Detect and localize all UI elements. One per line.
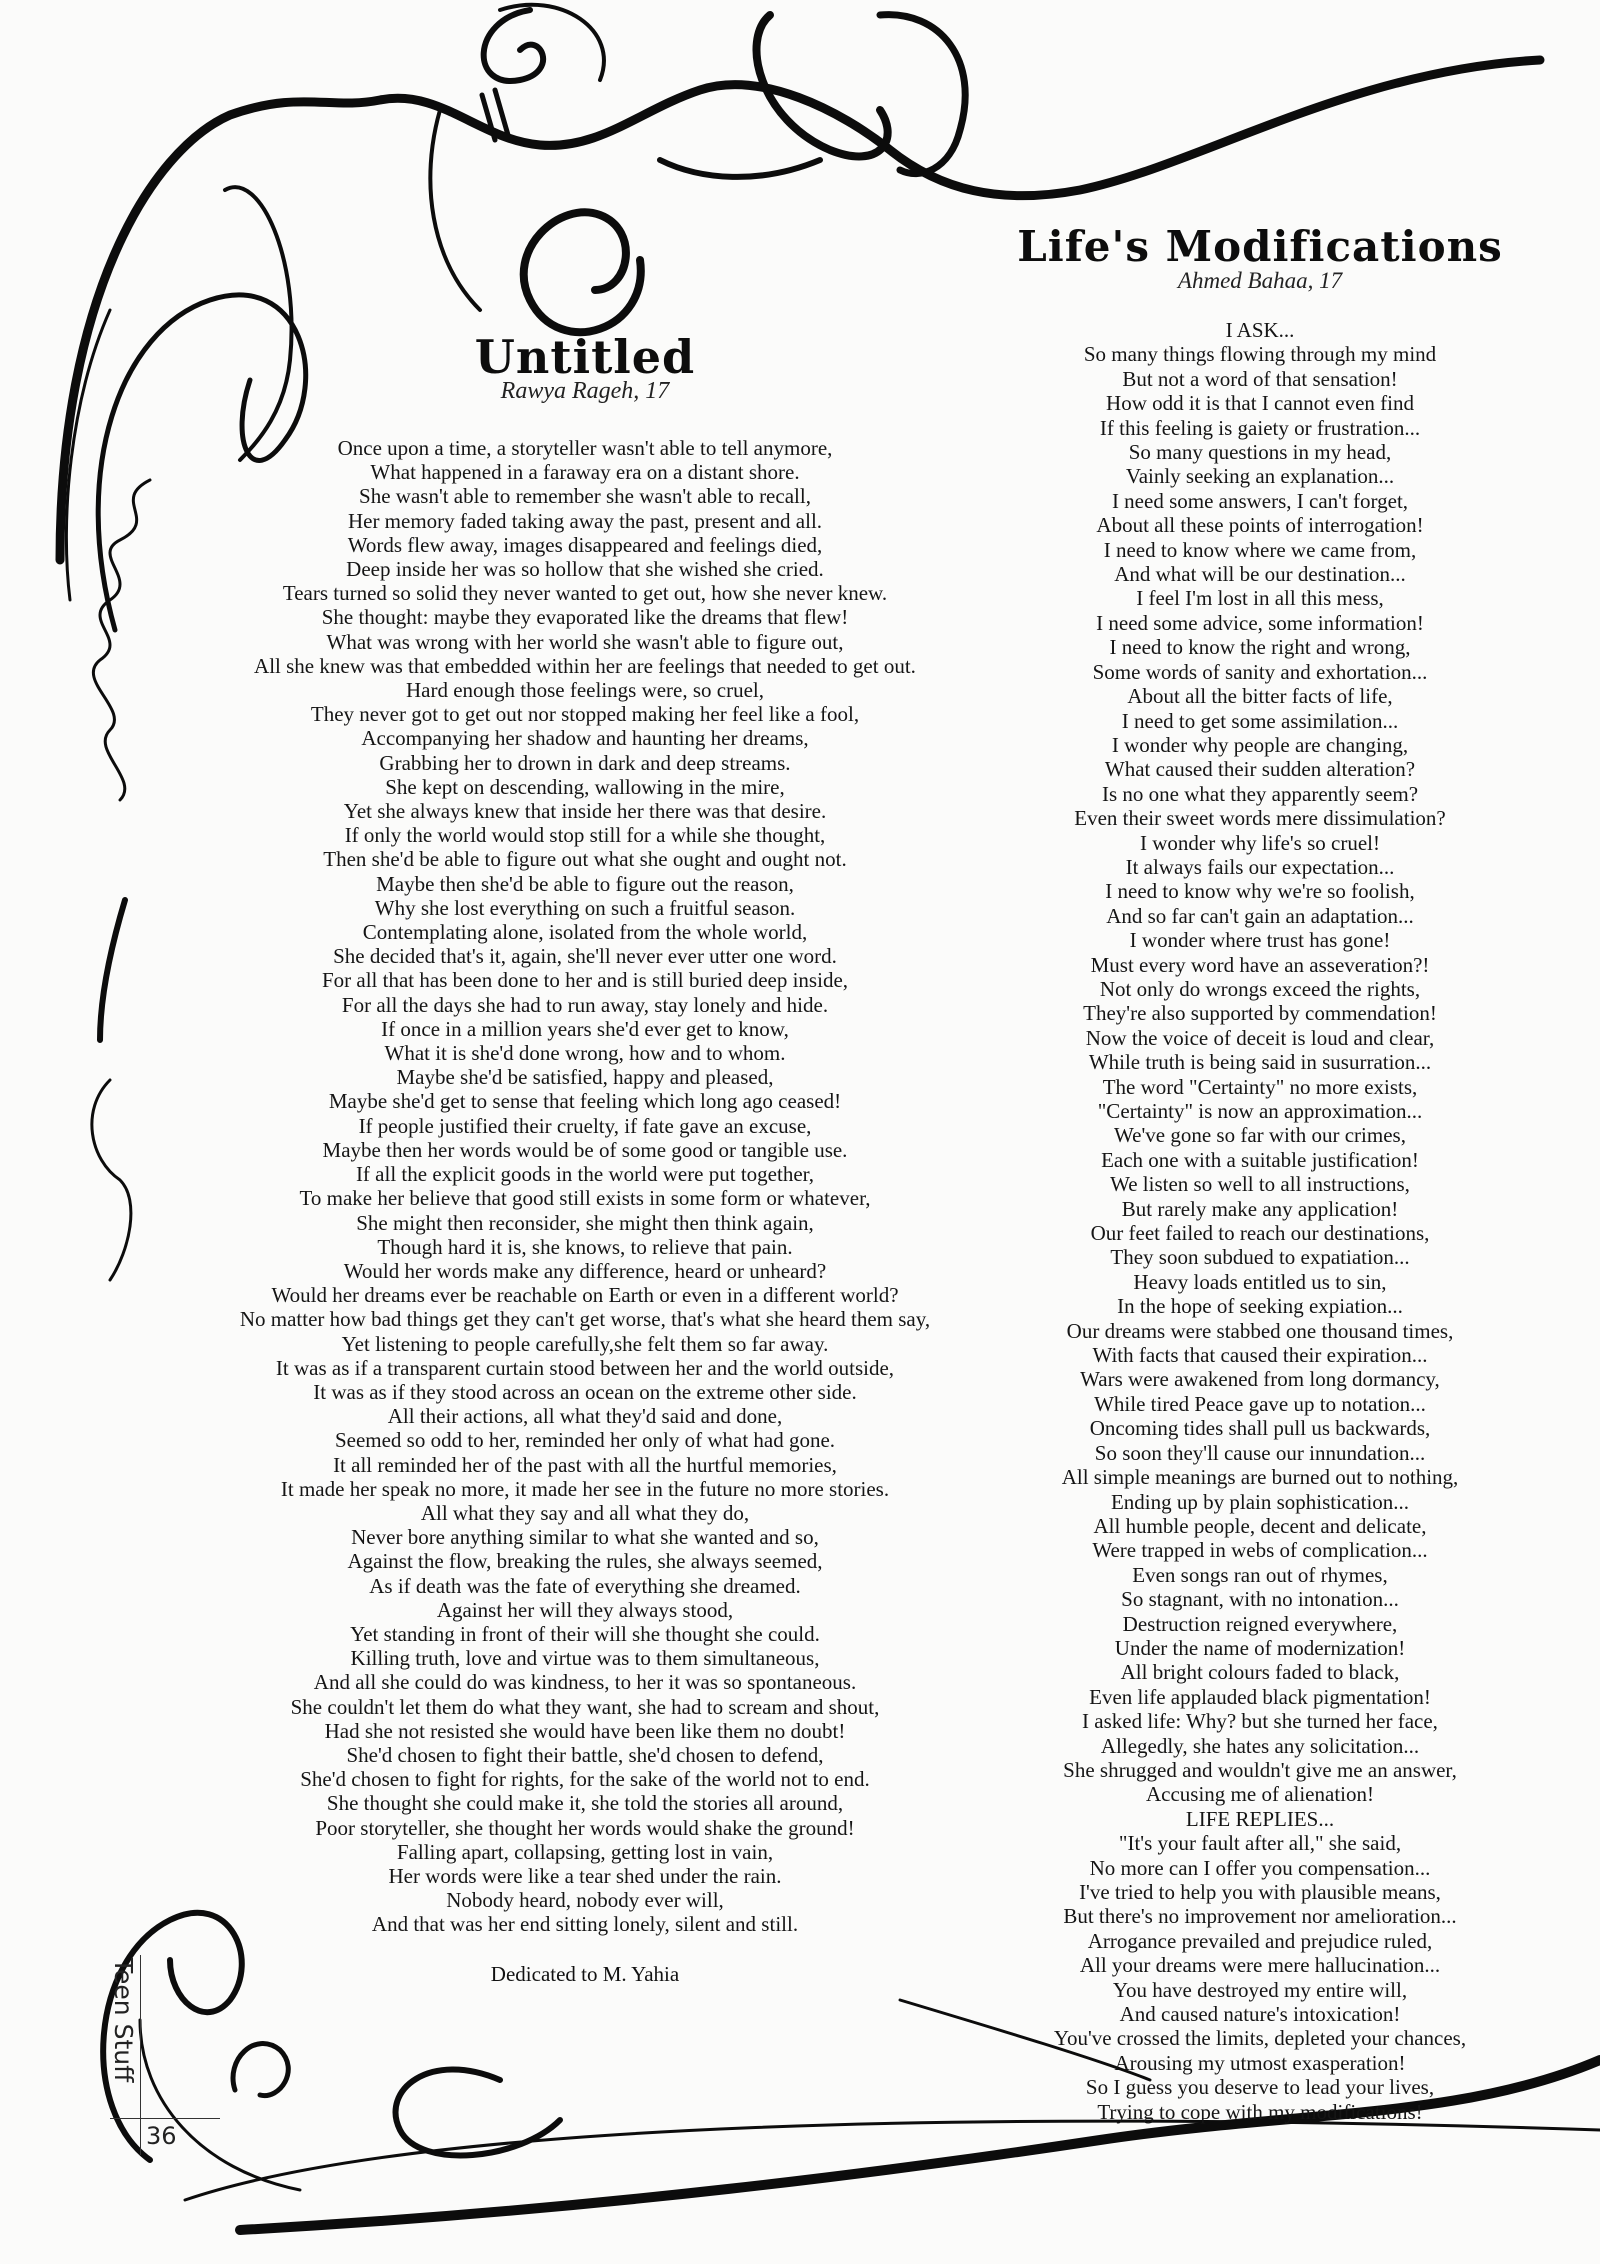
poem-line: All she knew was that embedded within her are feelings that needed to get out. <box>254 653 916 678</box>
poem-line: No matter how bad things get they can't get worse, that's what she heard them say, <box>239 1307 931 1332</box>
poem-author-right: Ahmed Bahaa, 17 <box>1177 268 1343 293</box>
poem-line: About all the bitter facts of life, <box>1127 684 1393 709</box>
poem-line: I've tried to help you with plausible means, <box>1079 1880 1441 1904</box>
poem-line: Must every word have an asseveration?! <box>1090 952 1430 977</box>
poem-line: Against the flow, breaking the rules, she always seemed, <box>347 1549 823 1574</box>
poem-line: I feel I'm lost in all this mess, <box>1136 586 1384 611</box>
poem-line: So I guess you deserve to lead your lives, <box>1085 2075 1435 2100</box>
poem-line: The word "Certainty" no more exists, <box>1102 1074 1418 1099</box>
poem-line: I need some advice, some information! <box>1096 610 1424 635</box>
poem-line: She couldn't let them do what they want, she had to scream and shout, <box>290 1694 880 1719</box>
poem-line: Killing truth, love and virtue was to them simultaneous, <box>350 1646 820 1671</box>
poem-line: And all she could do was kindness, to her it was so spontaneous. <box>313 1670 857 1695</box>
poem-line: We listen so well to all instructions, <box>1110 1172 1410 1197</box>
poem-line: Wars were awakened from long dormancy, <box>1080 1367 1440 1392</box>
poem-line: What happened in a faraway era on a distant shore. <box>370 460 800 485</box>
poem-line: I wonder why people are changing, <box>1111 732 1409 757</box>
poem-line: No more can I offer you compensation... <box>1089 1855 1431 1880</box>
poem-line: For all the days she had to run away, stay lonely and hide. <box>341 992 829 1017</box>
poem-line: They soon subdued to expatiation... <box>1110 1245 1410 1270</box>
poem-line: Falling apart, collapsing, getting lost in vain, <box>396 1839 774 1864</box>
poem-line: Though hard it is, she knows, to relieve that pain. <box>377 1234 793 1259</box>
poem-line: She wasn't able to remember she wasn't able to recall, <box>359 484 811 509</box>
poem-line: Words flew away, images disappeared and feelings died, <box>347 532 823 557</box>
poem-line: Accompanying her shadow and haunting her dreams, <box>361 726 809 751</box>
poem-line: Her words were like a tear shed under the rain. <box>388 1863 782 1888</box>
poem-line: Maybe she'd get to sense that feeling which long ago ceased! <box>328 1089 842 1114</box>
poem-line: To make her believe that good still exists in some form or whatever, <box>299 1186 871 1211</box>
poem-line: She thought: maybe they evaporated like the dreams that flew! <box>321 605 849 630</box>
poem-line: Our dreams were stabbed one thousand times, <box>1066 1318 1454 1343</box>
poem-line: It made her speak no more, it made her see in the future no more stories. <box>280 1476 890 1501</box>
poem-author-left: Rawya Rageh, 17 <box>500 378 670 404</box>
poem-line: I asked life: Why? but she turned her face, <box>1082 1709 1438 1734</box>
poem-line: About all these points of interrogation! <box>1096 513 1424 538</box>
poem-line: Heavy loads entitled us to sin, <box>1133 1269 1387 1294</box>
poem-line: Nobody heard, nobody ever will, <box>446 1888 724 1913</box>
poem-line: Had she not resisted she would have been like them no doubt! <box>324 1718 846 1743</box>
page-corner-vertical-rule <box>140 1955 141 2155</box>
poem-line: Some words of sanity and exhortation... <box>1092 659 1428 684</box>
poem-title-lifes-modifications: Life's Modifications <box>1017 222 1503 271</box>
poem-line: And that was her end sitting lonely, silent and still. <box>371 1912 799 1937</box>
poem-line: If this feeling is gaiety or frustration... <box>1099 415 1421 440</box>
section-label: Teen Stuff <box>109 1958 138 2083</box>
poem-line: Never bore anything similar to what she wanted and so, <box>351 1525 819 1550</box>
poem-line: All humble people, decent and delicate, <box>1093 1513 1427 1538</box>
poem-line: Under the name of modernization! <box>1114 1635 1406 1660</box>
poem-body-left <box>160 436 1010 1937</box>
poem-line: All bright colours faded to black, <box>1120 1660 1400 1685</box>
poem-line: She decided that's it, again, she'll never ever utter one word. <box>333 944 837 969</box>
poem-line: Arrogance prevailed and prejudice ruled, <box>1087 1928 1433 1953</box>
poem-line: Against her will they always stood, <box>436 1597 734 1622</box>
poem-line: But not a word of that sensation! <box>1122 366 1398 391</box>
poem-line: Poor storyteller, she thought her words would shake the ground! <box>315 1815 855 1840</box>
poem-line: She'd chosen to fight for rights, for the sake of the world not to end. <box>300 1767 870 1792</box>
poem-line: "It's your fault after all," she said, <box>1118 1831 1402 1856</box>
poem-line: Yet she always knew that inside her there was that desire. <box>343 799 827 824</box>
poem-line: Now the voice of deceit is loud and clear, <box>1085 1025 1435 1050</box>
poem-line: What it is she'd done wrong, how and to whom. <box>384 1041 786 1066</box>
poem-line: What was wrong with her world she wasn't able to figure out, <box>326 629 844 654</box>
poem-line: While truth is being said in susurration... <box>1088 1050 1432 1075</box>
poem-line: Even life applauded black pigmentation! <box>1089 1684 1431 1709</box>
poem-line: Her memory faded taking away the past, present and all. <box>347 508 823 533</box>
poem-line: Hard enough those feelings were, so cruel, <box>405 678 765 703</box>
poem-line: All their actions, all what they'd said and done, <box>387 1404 783 1429</box>
poem-line: Is no one what they apparently seem? <box>1101 781 1419 806</box>
poem-line: We've gone so far with our crimes, <box>1114 1123 1406 1148</box>
poem-line: Deep inside her was so hollow that she wished she cried. <box>346 557 824 582</box>
poem-line: And what will be our destination... <box>1114 562 1406 587</box>
poem-line: Ending up by plain sophistication... <box>1110 1489 1410 1514</box>
poem-line: Our feet failed to reach our destinations, <box>1090 1221 1430 1246</box>
poem-line: It was as if they stood across an ocean on the extreme other side. <box>313 1379 857 1404</box>
poem-line: They never got to get out nor stopped making her feel like a fool, <box>310 702 860 727</box>
poem-line: So many things flowing through my mind <box>1083 342 1437 367</box>
poem-line: Then she'd be able to figure out what she ought and ought not. <box>323 847 847 872</box>
poem-line: She'd chosen to fight their battle, she'd chosen to defend, <box>346 1742 824 1767</box>
page-number: 36 <box>146 2122 177 2150</box>
poem-line: Once upon a time, a storyteller wasn't able to tell anymore, <box>337 436 833 460</box>
poem-line: Would her dreams ever be reachable on Earth or even in a different world? <box>271 1283 899 1308</box>
poem-line: So stagnant, with no intonation... <box>1121 1587 1399 1612</box>
poem-line: Maybe she'd be satisfied, happy and pleased, <box>396 1065 774 1090</box>
poem-line: All what they say and all what they do, <box>420 1500 750 1525</box>
poem-line: For all that has been done to her and is still buried deep inside, <box>321 968 849 993</box>
poem-line: Each one with a suitable justification! <box>1101 1147 1419 1172</box>
poem-line: Grabbing her to drown in dark and deep streams. <box>379 750 791 775</box>
poem-line: If all the explicit goods in the world were put together, <box>355 1162 815 1187</box>
poem-line: And caused nature's intoxication! <box>1119 2002 1401 2027</box>
poem-line: Accusing me of alienation! <box>1145 1782 1374 1807</box>
poem-line: I ASK... <box>1225 318 1295 342</box>
poem-line: I need to know the right and wrong, <box>1109 635 1411 660</box>
poem-line: If once in a million years she'd ever get to know, <box>381 1016 789 1041</box>
poem-line: She shrugged and wouldn't give me an answer, <box>1063 1757 1457 1782</box>
poem-line: What caused their sudden alteration? <box>1104 757 1416 782</box>
poem-line: I need to know why we're so foolish, <box>1105 879 1415 904</box>
poem-line: Tears turned so solid they never wanted to get out, how she never knew. <box>282 581 888 606</box>
poem-line: And so far can't gain an adaptation... <box>1106 903 1414 928</box>
poem-line: She might then reconsider, she might then think again, <box>356 1210 814 1235</box>
poem-line: All simple meanings are burned out to nothing, <box>1061 1465 1459 1490</box>
poem-line: Yet listening to people carefully,she felt them so far away. <box>341 1331 829 1356</box>
poem-line: Would her words make any difference, heard or unheard? <box>343 1258 827 1283</box>
poem-line: Seemed so odd to her, reminded her only of what had gone. <box>334 1428 836 1453</box>
poem-line: Contemplating alone, isolated from the whole world, <box>362 920 808 945</box>
poem-line: Were trapped in webs of complication... <box>1092 1538 1428 1563</box>
poem-line: Vainly seeking an explanation... <box>1125 464 1395 489</box>
poem-line: I need to know where we came from, <box>1103 537 1417 562</box>
poem-line: They're also supported by commendation! <box>1083 1001 1437 1026</box>
poem-line: So soon they'll cause our innundation... <box>1094 1440 1426 1465</box>
page-corner-horizontal-rule <box>110 2118 220 2119</box>
poem-line: Trying to cope with my modifications! <box>1097 2099 1423 2124</box>
poem-line: Maybe then she'd be able to figure out the reason, <box>376 871 794 896</box>
poem-line: I wonder where trust has gone! <box>1129 928 1391 953</box>
poem-line: I wonder why life's so cruel! <box>1140 830 1380 855</box>
poem-title-untitled: Untitled <box>474 330 696 384</box>
poem-line: As if death was the fate of everything she dreamed. <box>369 1573 801 1598</box>
poem-line: Even songs ran out of rhymes, <box>1132 1562 1388 1587</box>
poem-line: While tired Peace gave up to notation... <box>1094 1391 1426 1416</box>
poem-line: It all reminded her of the past with all the hurtful memories, <box>333 1452 837 1477</box>
poem-line: It always fails our expectation... <box>1125 854 1395 879</box>
poem-line: All your dreams were mere hallucination... <box>1079 1953 1441 1978</box>
poem-line: If only the world would stop still for a while she thought, <box>344 823 826 848</box>
poem-line: So many questions in my head, <box>1128 440 1392 465</box>
poem-line: "Certainty" is now an approximation... <box>1097 1099 1423 1123</box>
poem-line: I need some answers, I can't forget, <box>1111 488 1409 513</box>
poem-line: Maybe then her words would be of some good or tangible use. <box>322 1137 848 1162</box>
poem-line: If people justified their cruelty, if fate gave an excuse, <box>358 1113 812 1138</box>
poem-line: She kept on descending, wallowing in the mire, <box>385 774 785 799</box>
poem-line: But there's no improvement nor amelioration... <box>1063 1904 1457 1929</box>
poem-line: Not only do wrongs exceed the rights, <box>1099 976 1421 1001</box>
poem-line: You've crossed the limits, depleted your chances, <box>1053 2026 1467 2051</box>
poem-line: How odd it is that I cannot even find <box>1106 391 1414 416</box>
poem-line: She thought she could make it, she told the stories all around, <box>326 1791 844 1816</box>
poem-body-right <box>1010 318 1510 2124</box>
poem-line: I need to get some assimilation... <box>1121 708 1399 733</box>
poem-line: In the hope of seeking expiation... <box>1117 1294 1403 1319</box>
poem-line: Destruction reigned everywhere, <box>1122 1611 1398 1636</box>
poem-line: Yet standing in front of their will she thought she could. <box>350 1621 820 1646</box>
poem-line: LIFE REPLIES... <box>1185 1806 1335 1831</box>
poem-line: You have destroyed my entire will, <box>1112 1977 1408 2002</box>
poem-line: With facts that caused their expiration... <box>1092 1343 1428 1368</box>
poem-dedication: Dedicated to M. Yahia <box>490 1962 680 1986</box>
poem-line: Why she lost everything on such a fruitful season. <box>374 895 796 920</box>
poem-line: But rarely make any application! <box>1121 1196 1399 1221</box>
poem-line: Arousing my utmost exasperation! <box>1114 2050 1406 2075</box>
poem-line: Oncoming tides shall pull us backwards, <box>1089 1416 1431 1441</box>
poem-line: It was as if a transparent curtain stood between her and the world outside, <box>275 1355 895 1380</box>
poem-line: Allegedly, she hates any solicitation... <box>1100 1733 1420 1758</box>
poem-line: Even their sweet words mere dissimulation? <box>1074 806 1446 831</box>
